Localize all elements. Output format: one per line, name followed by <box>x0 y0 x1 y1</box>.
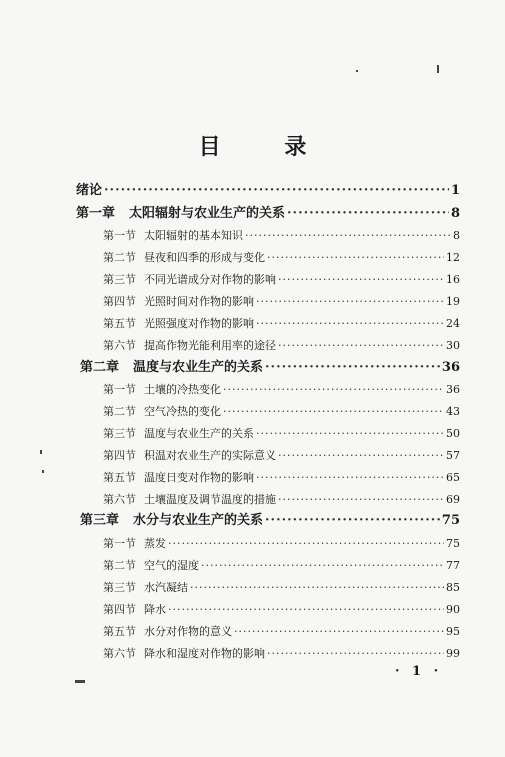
toc-section-entry <box>103 489 460 511</box>
entry-title: 绪论 <box>76 183 103 198</box>
entry-page-number: 69 <box>446 493 460 506</box>
entry-page-number: 50 <box>446 427 460 440</box>
entry-page-number: 57 <box>446 449 460 462</box>
section-number: 第三节 <box>103 273 136 286</box>
entry-title: 土壤的冷热变化 <box>144 383 221 396</box>
entry-title: 降水和湿度对作物的影响 <box>144 647 265 660</box>
entry-page-number: 75 <box>441 513 460 528</box>
entry-title: 温度与农业生产的关系 <box>144 427 254 440</box>
entry-page-number: 77 <box>446 559 460 572</box>
entry-title: 光照时间对作物的影响 <box>144 295 254 308</box>
entry-title: 水分对作物的意义 <box>144 625 232 638</box>
dot-leader <box>267 643 444 665</box>
section-number: 第二节 <box>103 251 136 264</box>
dot-leader <box>278 489 444 511</box>
scan-speck <box>40 450 42 454</box>
dot-leader <box>168 599 444 621</box>
section-number: 第二节 <box>103 559 136 572</box>
dot-leader <box>234 621 444 643</box>
section-number: 第五节 <box>103 317 136 330</box>
toc-section-entry <box>103 335 460 357</box>
dot-leader <box>104 180 449 202</box>
toc-chapter-entry <box>80 357 460 379</box>
dot-leader <box>287 203 449 225</box>
entry-title: 水汽凝结 <box>144 581 188 594</box>
toc-section-entry <box>103 643 460 665</box>
section-number: 第六节 <box>103 647 136 660</box>
page-title: 目 录 <box>198 134 335 160</box>
entry-page-number: 19 <box>446 295 460 308</box>
entry-page-number: 16 <box>446 273 460 286</box>
entry-page-number: 36 <box>441 360 460 375</box>
section-number: 第四节 <box>103 603 136 616</box>
toc-section-entry <box>103 225 460 247</box>
toc-section-entry <box>103 247 460 269</box>
entry-page-number: 8 <box>450 206 460 221</box>
section-number: 第五节 <box>103 625 136 638</box>
entry-page-number: 85 <box>446 581 460 594</box>
section-number: 第五节 <box>103 471 136 484</box>
dot-leader <box>278 445 444 467</box>
toc-section-entry <box>103 533 460 555</box>
entry-page-number: 75 <box>446 537 460 550</box>
scan-speck <box>42 470 44 473</box>
scan-speck <box>75 680 85 683</box>
entry-page-number: 65 <box>446 471 460 484</box>
scan-speck <box>356 70 358 72</box>
scan-speck <box>437 65 439 73</box>
toc-intro-entry <box>76 180 460 202</box>
dot-leader <box>256 313 444 335</box>
page-number-footer: · 1 · <box>395 664 443 679</box>
entry-page-number: 95 <box>446 625 460 638</box>
toc-chapter-entry <box>76 203 460 225</box>
section-number: 第三节 <box>103 581 136 594</box>
entry-title: 空气冷热的变化 <box>144 405 221 418</box>
entry-title: 温度日变对作物的影响 <box>144 471 254 484</box>
entry-title: 提高作物光能利用率的途径 <box>144 339 276 352</box>
section-number: 第二节 <box>103 405 136 418</box>
toc-section-entry <box>103 467 460 489</box>
entry-title: 温度与农业生产的关系 <box>133 360 264 375</box>
dot-leader <box>256 423 444 445</box>
toc-section-entry <box>103 401 460 423</box>
entry-title: 太阳辐射的基本知识 <box>144 229 243 242</box>
dot-leader <box>278 269 444 291</box>
toc-section-entry <box>103 445 460 467</box>
toc-section-entry <box>103 621 460 643</box>
entry-page-number: 30 <box>446 339 460 352</box>
entry-title: 积温对农业生产的实际意义 <box>144 449 276 462</box>
toc-section-entry <box>103 555 460 577</box>
chapter-number: 第三章 <box>80 513 120 528</box>
dot-leader <box>278 335 444 357</box>
section-number: 第六节 <box>103 339 136 352</box>
entry-title: 太阳辐射与农业生产的关系 <box>129 206 286 221</box>
toc-section-entry <box>103 599 460 621</box>
dot-leader <box>190 577 444 599</box>
chapter-number: 第一章 <box>76 206 116 221</box>
dot-leader <box>256 291 444 313</box>
entry-title: 昼夜和四季的形成与变化 <box>144 251 265 264</box>
section-number: 第一节 <box>103 229 136 242</box>
dot-leader <box>223 401 444 423</box>
toc-section-entry <box>103 291 460 313</box>
entry-page-number: 43 <box>446 405 460 418</box>
entry-title: 水分与农业生产的关系 <box>133 513 264 528</box>
chapter-number: 第二章 <box>80 360 120 375</box>
entry-page-number: 90 <box>446 603 460 616</box>
entry-title: 光照强度对作物的影响 <box>144 317 254 330</box>
dot-leader <box>267 247 444 269</box>
section-number: 第四节 <box>103 449 136 462</box>
entry-page-number: 1 <box>450 183 460 198</box>
entry-title: 降水 <box>144 603 166 616</box>
entry-page-number: 12 <box>446 251 460 264</box>
section-number: 第四节 <box>103 295 136 308</box>
toc-section-entry <box>103 423 460 445</box>
entry-page-number: 24 <box>446 317 460 330</box>
entry-title: 土壤温度及调节温度的措施 <box>144 493 276 506</box>
section-number: 第一节 <box>103 537 136 550</box>
dot-leader <box>265 510 440 532</box>
entry-title: 空气的湿度 <box>144 559 199 572</box>
dot-leader <box>265 357 440 379</box>
dot-leader <box>256 467 444 489</box>
entry-title: 蒸发 <box>144 537 166 550</box>
toc-section-entry <box>103 577 460 599</box>
entry-page-number: 99 <box>446 647 460 660</box>
entry-title: 不同光谱成分对作物的影响 <box>144 273 276 286</box>
entry-page-number: 36 <box>446 383 460 396</box>
toc-section-entry <box>103 379 460 401</box>
section-number: 第一节 <box>103 383 136 396</box>
section-number: 第六节 <box>103 493 136 506</box>
toc-chapter-entry <box>80 510 460 532</box>
dot-leader <box>245 225 451 247</box>
toc-section-entry <box>103 313 460 335</box>
dot-leader <box>201 555 444 577</box>
dot-leader <box>168 533 444 555</box>
dot-leader <box>223 379 444 401</box>
entry-page-number: 8 <box>453 229 460 242</box>
section-number: 第三节 <box>103 427 136 440</box>
toc-section-entry <box>103 269 460 291</box>
